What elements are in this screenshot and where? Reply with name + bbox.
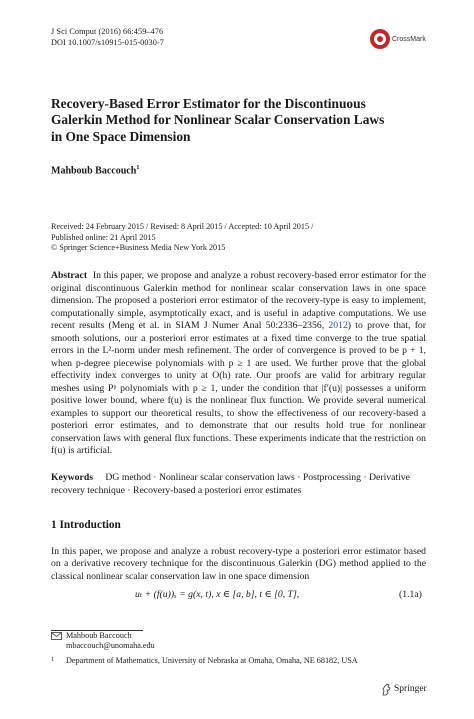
section-title: 1 Introduction (51, 519, 121, 531)
affiliation-number: 1 (51, 656, 55, 663)
copyright-line: © Springer Science+Business Media New York 2015 (51, 243, 226, 253)
dates-line-published: Published online: 21 April 2015 (51, 232, 156, 242)
doi-line[interactable]: DOI 10.1007/s10915-015-0030-7 (51, 38, 164, 47)
dates-line-received: Received: 24 February 2015 / Revised: 8 April 2015 / Accepted: 10 April 2015 / (51, 222, 314, 231)
springer-horse-icon (381, 683, 392, 696)
springer-wordmark: Springer (394, 684, 427, 694)
reference-link-2012[interactable]: 2012 (328, 320, 348, 331)
contact-email[interactable]: mbaccouch@unomaha.edu (66, 641, 155, 650)
contact-name: Mahboub Baccouch (66, 631, 132, 640)
abstract-text-part2: ) to prove that, for smooth solutions, our a posteriori error estimates at a fixed time converge to the true spatial errors in the L²-norm under mesh refinement. The order of convergence is proved to be p + 1, when p-degree piecewise polynomials with p ≥ 1 are used. We further prove that the global effectivity index converges to unity at O(h) rate. Our proofs are valid for arbitrary regular meshes using Pᵖ polynomials with p ≥ 1, under the condition that |f′(u)| possesses a uniform positive lower bound, where f(u) is the nonlinear flux function. We provide several numerical examples to support our theoretical results, to show the effectiveness of our recovery-based a posteriori error estimates, and to demonstrate that our results hold true for nonlinear conservation laws with general flux functions. These experiments indicate that the restriction on f(u) is artificial. (51, 320, 426, 456)
journal-citation: J Sci Comput (2016) 66:459–476 (51, 27, 164, 36)
crossmark-badge[interactable] (370, 26, 456, 52)
envelope-icon (51, 632, 62, 640)
abstract (51, 270, 426, 458)
paper-title: Recovery-Based Error Estimator for the Discontinuous Galerkin Method for Nonlinear Scalar Conservation Laws in One Space Dimension (51, 96, 385, 144)
equation-number: (1.1a) (399, 589, 422, 600)
keywords-text: DG method · Nonlinear scalar conservation laws · Postprocessing · Derivative recovery technique · Recovery-based a posteriori error estimates (51, 472, 410, 496)
springer-logo (381, 683, 441, 697)
keywords (51, 472, 426, 497)
intro-paragraph: In this paper, we propose and analyze a robust recovery-type a posteriori error estimator based on a derivative recovery technique for the discontinuous Galerkin (DG) method applied to the classical nonlinear scalar conservation law in one space dimension (51, 546, 426, 582)
equation: uₜ + (f(u))ₓ = g(x, t), x ∈ [a, b], t ∈ [0, T], (135, 589, 300, 600)
affiliation-text: Department of Mathematics, University of Nebraska at Omaha, Omaha, NE 68182, USA (66, 656, 358, 665)
abstract-text-part1: In this paper, we propose and analyze a robust recovery-based error estimator for the original discontinuous Galerkin method for nonlinear scalar conservation laws in one space dimension. The proposed a posteriori error estimator of the recovery-type is easy to implement, computationally simple, asymptotically exact, and is useful in adaptive computations. We use recent results (Meng et al. in SIAM J Numer Anal 50:2336–2356, (51, 270, 426, 331)
keywords-heading: Keywords (51, 472, 93, 483)
author-name (51, 164, 140, 176)
publication-dates (51, 222, 431, 254)
abstract-heading: Abstract (51, 270, 88, 281)
crossmark-icon (370, 29, 390, 49)
author-affiliation-mark: 1 (136, 164, 140, 171)
crossmark-label: CrossMark (392, 36, 426, 43)
author-name-text: Mahboub Baccouch (51, 165, 137, 177)
